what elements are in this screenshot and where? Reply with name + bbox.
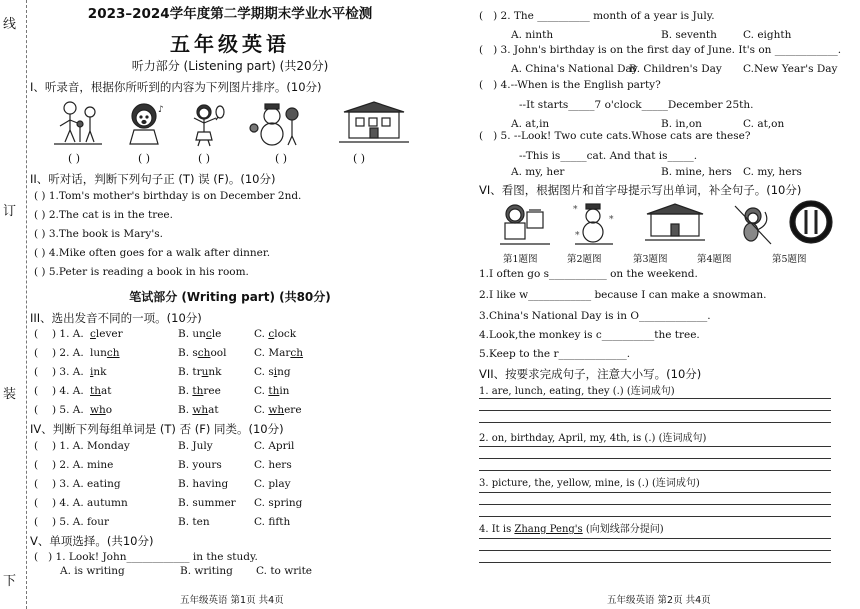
sec6-pictures [495,200,835,248]
option-b: B. yours [178,459,222,471]
sec4-item-4: ( ) 4. A. autumn B. summer C. spring [34,497,303,509]
svg-text:*: * [575,231,580,241]
answer-paren[interactable]: ( [34,440,39,452]
option-b[interactable]: B. school [178,347,227,359]
page-1 [30,0,430,609]
sec3-item-3: ( ) 3. A. ink B. trunk C. sing [34,366,291,378]
pic-label-5: 第5题图 [772,254,807,265]
option-a[interactable]: lunch [90,347,120,359]
listening-header: 听力部分 (Listening part) (共20分) [131,59,329,73]
answer-line[interactable] [479,458,831,459]
answer-line[interactable] [479,550,831,551]
sec5-q1: ( ) 1. Look! John____________ in the study. [34,551,258,563]
sec5-q5-sub: --This is_____cat. And that is_____. [519,150,698,162]
picture-3-answer[interactable]: ( ) [198,152,211,165]
sec2-item-2: ( ) 2.The cat is in the tree. [34,209,173,221]
picture-2-answer[interactable]: ( ) [138,152,151,165]
picture-1-answer[interactable]: ( ) [68,152,81,165]
answer-paren[interactable]: ( [34,366,39,378]
sec6-sentence-4: 4.Look,the monkey is c__________the tree. [479,329,700,341]
option-c: C. hers [254,459,292,471]
answer-paren[interactable]: ( [34,551,39,563]
answer-line[interactable] [479,492,831,493]
option-a[interactable]: clever [90,328,123,340]
answer-paren[interactable]: ( [479,10,484,22]
option-b: B. summer [178,497,236,509]
subject-title: 五年级英语 [170,32,290,56]
sec5-q5: ( ) 5. --Look! Two cute cats.Whose cats are these? [479,130,751,142]
option-c[interactable]: C. March [254,347,304,359]
option-b[interactable]: B. trunk [178,366,222,378]
option-c: C. April [254,440,295,452]
answer-paren[interactable]: ( ) [34,209,46,221]
svg-text:*: * [609,215,614,225]
blank[interactable]: __________ [537,10,590,22]
girl-singing-picture [130,104,164,144]
sec2-item-3: ( ) 3.The book is Mary's. [34,228,163,240]
sec7-item-3: 3. picture, the, yellow, mine, is (.) (连词成句) [479,478,700,489]
sec3-item-4: ( ) 4. A. that B. three C. thin [34,385,290,397]
answer-line[interactable] [479,562,831,563]
option-c[interactable]: C. at,on [743,118,785,130]
pic-label-2: 第2题图 [567,254,602,265]
answer-line[interactable] [479,504,831,505]
section-6-title: VI、看图，根据图片和首字母提示写出单词，补全句子。(10分) [479,183,802,197]
sec7-item-2: 2. on, birthday, April, my, 4th, is (.) (连词成句) [479,433,707,444]
sec4-item-5: ( ) 5. A. four B. ten C. fifth [34,516,291,528]
option-a[interactable]: A. at,in [511,118,550,130]
answer-line[interactable] [479,422,831,423]
option-a[interactable]: A. China's National Day [511,63,638,75]
binding-label-line: 线 [3,17,17,32]
answer-paren[interactable]: ( [34,404,39,416]
planting-trees-picture [54,102,102,144]
sec2-item-4: ( ) 4.Mike often goes for a walk after dinner. [34,247,271,259]
snowman-winter-picture [573,204,614,244]
option-b[interactable]: B. Children's Day [629,63,722,75]
option-c: C. play [254,478,291,490]
sec7-item-1: 1. are, lunch, eating, they (.) (连词成句) [479,386,675,397]
option-b: B. ten [178,516,210,528]
answer-line[interactable] [479,470,831,471]
sec2-item-1: ( ) 1.Tom's mother's birthday is on December 2nd. [34,190,302,202]
sec6-sentence-5: 5.Keep to the r_____________. [479,348,631,360]
option-c[interactable]: C. my, hers [743,166,802,178]
blank[interactable]: ____________. [774,44,842,56]
answer-line[interactable] [479,398,831,399]
blank[interactable]: ____________ [126,551,190,563]
sec7-item-4: 4. It is Zhang Peng's (向划线部分提问) [479,524,664,535]
option-c[interactable]: C. where [254,404,302,416]
answer-line[interactable] [479,538,831,539]
answer-paren[interactable]: ( [479,130,484,142]
answer-paren[interactable]: ( [34,497,39,509]
option-a[interactable]: that [90,385,112,397]
answer-paren[interactable]: ( ) [34,266,46,278]
section-5-title: V、单项选择。(共10分) [30,534,154,548]
option-a[interactable]: A. my, her [511,166,565,178]
option-b: B. July [178,440,213,452]
answer-line[interactable] [479,446,831,447]
answer-paren[interactable]: ( ) [34,247,46,259]
answer-paren[interactable]: ( [34,516,39,528]
option-b[interactable]: B. in,on [661,118,702,130]
building-picture [339,102,409,142]
answer-line[interactable] [479,516,831,517]
option-b[interactable]: B. mine, hers [661,166,732,178]
sec4-item-1: ( ) 1. A. Monday B. July C. April [34,440,295,452]
sec6-sentence-3: 3.China's National Day is in O_____________. [479,310,711,322]
sec3-item-2: ( ) 2. A. lunch B. school C. March [34,347,304,359]
binding-label-pack: 装 [3,387,17,402]
picture-5-answer[interactable]: ( ) [353,152,366,165]
option-b[interactable]: B. three [178,385,221,397]
option-b[interactable]: B. uncle [178,328,222,340]
section-3-title: III、选出发音不同的一项。(10分) [30,311,202,325]
writing-header: 笔试部分 (Writing part) (共80分) [129,290,331,304]
section-1-title: I、听录音，根据你所听到的内容为下列图片排序。(10分) [30,80,322,94]
sec5-q4: ( ) 4.--When is the English party? [479,79,661,91]
section-2-title: II、听对话，判断下列句子正 (T) 误 (F)。(10分) [30,172,276,186]
answer-paren[interactable]: ( [479,79,484,91]
sec6-sentence-1: 1.I often go s___________ on the weekend. [479,268,698,280]
listening-pictures [44,98,412,148]
binding-label-down: 下 [3,574,17,589]
snowman-picture [250,104,298,145]
sec4-item-2: ( ) 2. A. mine B. yours C. hers [34,459,292,471]
option-b[interactable]: B. seventh [661,29,717,41]
option-a[interactable]: ink [90,366,107,378]
page-1-footer: 五年级英语 第1页 共4页 [180,595,284,606]
page-2-footer: 五年级英语 第2页 共4页 [607,595,711,606]
option-a[interactable]: A. ninth [511,29,554,41]
underlined-part: Zhang Peng's [514,524,583,535]
sec4-item-3: ( ) 3. A. eating B. having C. play [34,478,291,490]
traffic-sign-picture [790,201,832,243]
sec2-item-5: ( ) 5.Peter is reading a book in his room. [34,266,249,278]
option-b[interactable]: B. what [178,404,219,416]
binding-margin [0,0,27,609]
option-c: C. fifth [254,516,291,528]
national-day-picture [645,204,705,240]
option-a[interactable]: A. is writing [60,565,125,577]
answer-paren[interactable]: ( ) [34,190,46,202]
answer-paren[interactable]: ( [34,347,39,359]
section-4-title: IV、判断下列每组单词是 (T) 否 (F) 同类。(10分) [30,422,284,436]
page-2 [475,0,855,609]
answer-paren[interactable]: ( [34,385,39,397]
binding-label-order: 订 [3,204,17,219]
sec3-item-1: ( ) 1. A. clever B. uncle C. clock [34,328,297,340]
answer-paren[interactable]: ( [34,459,39,471]
picture-4-answer[interactable]: ( ) [275,152,288,165]
exam-title: 2023–2024学年度第二学期期末学业水平检测 [87,6,373,22]
shopping-picture [500,205,550,244]
section-7-title: VII、按要求完成句子，注意大小写。(10分) [479,367,702,381]
monkey-climbing-picture [735,206,771,244]
answer-paren[interactable]: ( [34,478,39,490]
svg-text:*: * [573,205,578,215]
option-c[interactable]: C. sing [254,366,291,378]
option-c: C. spring [254,497,303,509]
sec3-item-5: ( ) 5. A. who B. what C. where [34,404,302,416]
option-b: B. having [178,478,229,490]
answer-paren[interactable]: ( ) [34,228,46,240]
answer-paren[interactable]: ( [34,328,39,340]
sec6-sentence-2: 2.I like w____________ because I can make a snowman. [479,289,767,301]
option-c[interactable]: C. to write [256,565,313,577]
answer-paren[interactable]: ( [479,44,484,56]
pic-label-4: 第4题图 [697,254,732,265]
sec5-q4-sub: --It starts_____7 o'clock_____December 25th. [519,99,754,111]
option-b[interactable]: B. writing [180,565,233,577]
pic-label-1: 第1题图 [503,254,538,265]
option-c[interactable]: C. thin [254,385,290,397]
option-a[interactable]: who [90,404,113,416]
sec5-q2: ( ) 2. The __________ month of a year is July. [479,10,715,22]
option-c[interactable]: C. clock [254,328,297,340]
answer-line[interactable] [479,410,831,411]
girl-playing-picture [194,105,224,146]
option-c[interactable]: C. eighth [743,29,792,41]
pic-label-3: 第3题图 [633,254,668,265]
sec5-q3: ( ) 3. John's birthday is on the first day of June. It's on ____________. [479,44,842,56]
svg-text:♪: ♪ [158,105,164,115]
option-c[interactable]: C.New Year's Day [743,63,838,75]
